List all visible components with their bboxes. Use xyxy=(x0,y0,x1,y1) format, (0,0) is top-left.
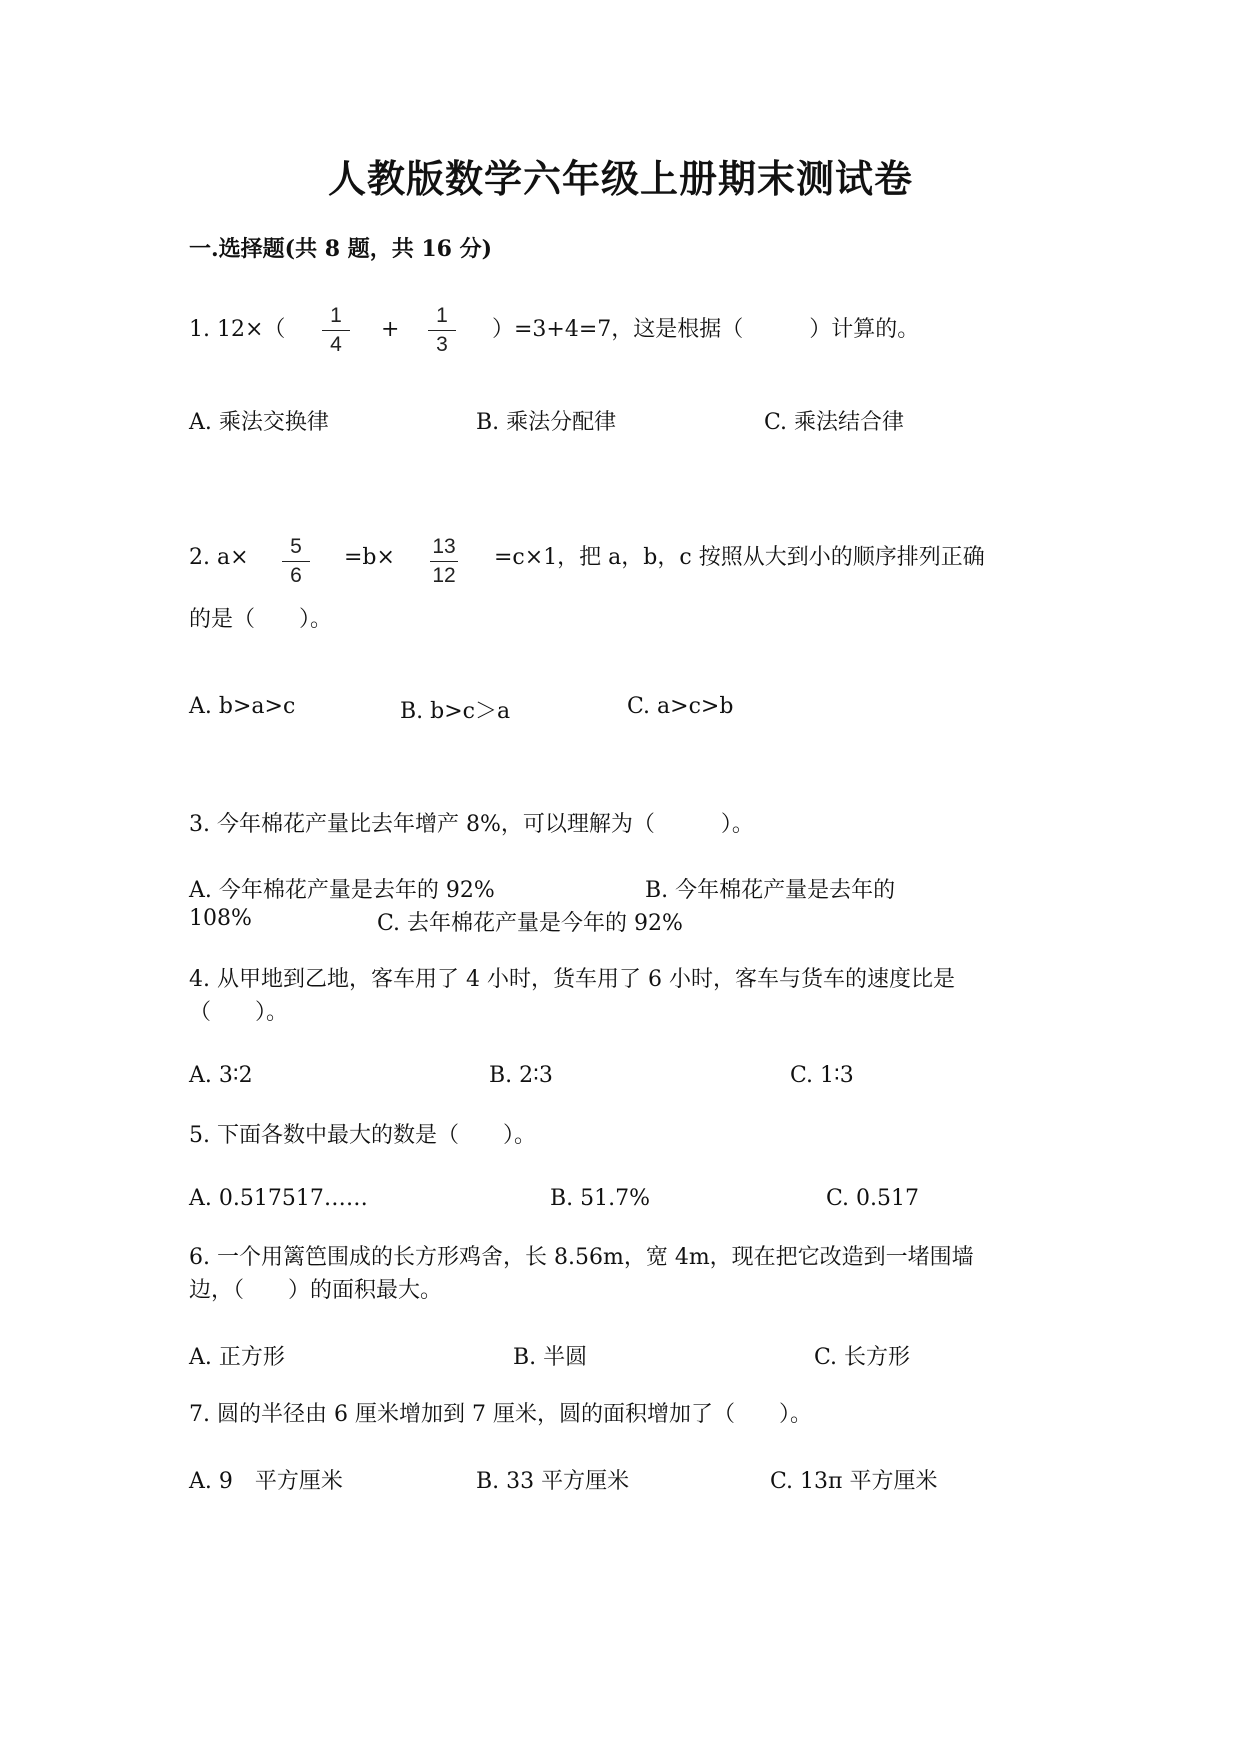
q1-option-b: B. 乘法分配律 xyxy=(476,410,617,435)
q2-fraction-2 xyxy=(424,534,464,589)
q4-option-b: B. 2∶3 xyxy=(489,1063,553,1088)
q2-frac2-denominator: 12 xyxy=(432,564,456,587)
page-title: 人教版数学六年级上册期末测试卷 xyxy=(327,156,913,201)
q6-option-b: B. 半圆 xyxy=(513,1345,588,1370)
q3-option-b: B. 今年棉花产量是去年的 xyxy=(645,878,896,903)
q2-frac1-numerator: 5 xyxy=(290,535,302,558)
q3-text: 3. 今年棉花产量比去年增产 8%，可以理解为（ ）。 xyxy=(189,812,754,837)
q5-option-c: C. 0.517 xyxy=(826,1186,920,1211)
q2-text-pre: 2. a× xyxy=(189,545,249,570)
q2-text-line2: 的是（ ）。 xyxy=(189,607,333,632)
q6-option-c: C. 长方形 xyxy=(814,1345,911,1370)
q2-text-mid: =b× xyxy=(344,545,395,570)
q6-text: 6. 一个用篱笆围成的长方形鸡舍，长 8.56m，宽 4m，现在把它改造到一堵围墙 xyxy=(189,1245,974,1270)
fraction-bar xyxy=(428,330,456,331)
q6-text-line2: 边，（ ）的面积最大。 xyxy=(189,1278,443,1303)
q7-option-b: B. 33 平方厘米 xyxy=(476,1469,630,1494)
q5-text: 5. 下面各数中最大的数是（ ）。 xyxy=(189,1123,536,1148)
q2-option-a: A. b>a>c xyxy=(189,694,296,719)
q7-option-c: C. 13π 平方厘米 xyxy=(770,1469,938,1494)
q2-frac1-denominator: 6 xyxy=(290,564,302,587)
q2-fraction-1 xyxy=(276,534,316,589)
q4-text: 4. 从甲地到乙地，客车用了 4 小时，货车用了 6 小时，客车与货车的速度比是 xyxy=(189,967,955,992)
q4-text-line2: （ ）。 xyxy=(189,1000,289,1025)
q1-fraction-1 xyxy=(316,303,356,358)
q1-text-post: ）=3+4=7，这是根据（ ）计算的。 xyxy=(492,317,920,342)
q3-option-a: A. 今年棉花产量是去年的 92% xyxy=(189,878,495,903)
q7-option-a: A. 9 平方厘米 xyxy=(189,1469,343,1494)
q3-option-c: C. 去年棉花产量是今年的 92% xyxy=(377,911,683,936)
q1-text-pre: 1. 12×（ xyxy=(189,317,286,342)
q1-fraction-2 xyxy=(422,303,462,358)
q2-option-c: C. a>c>b xyxy=(627,694,734,719)
q5-option-b: B. 51.7% xyxy=(550,1186,651,1211)
q3-option-b-cont: 108% xyxy=(189,906,252,931)
q4-option-c: C. 1∶3 xyxy=(790,1063,854,1088)
q2-frac2-numerator: 13 xyxy=(432,535,456,558)
section-title: 一.选择题(共 8 题，共 16 分) xyxy=(189,236,493,262)
fraction-bar xyxy=(430,561,458,562)
q1-frac1-numerator: 1 xyxy=(330,304,342,327)
q1-frac1-denominator: 4 xyxy=(330,333,342,356)
q1-option-a: A. 乘法交换律 xyxy=(189,410,329,435)
q1-option-c: C. 乘法结合律 xyxy=(764,410,905,435)
q2-text-post: =c×1，把 a，b，c 按照从大到小的顺序排列正确 xyxy=(494,545,985,570)
q7-text: 7. 圆的半径由 6 厘米增加到 7 厘米，圆的面积增加了（ ）。 xyxy=(189,1402,812,1427)
fraction-bar xyxy=(282,561,310,562)
q4-option-a: A. 3∶2 xyxy=(189,1063,253,1088)
q6-option-a: A. 正方形 xyxy=(189,1345,285,1370)
q2-option-b: B. b>c＞a xyxy=(400,699,511,724)
fraction-bar xyxy=(322,330,350,331)
q1-plus: + xyxy=(381,317,400,342)
q1-frac2-numerator: 1 xyxy=(436,304,448,327)
q5-option-a: A. 0.517517…… xyxy=(189,1186,368,1211)
q1-frac2-denominator: 3 xyxy=(436,333,448,356)
